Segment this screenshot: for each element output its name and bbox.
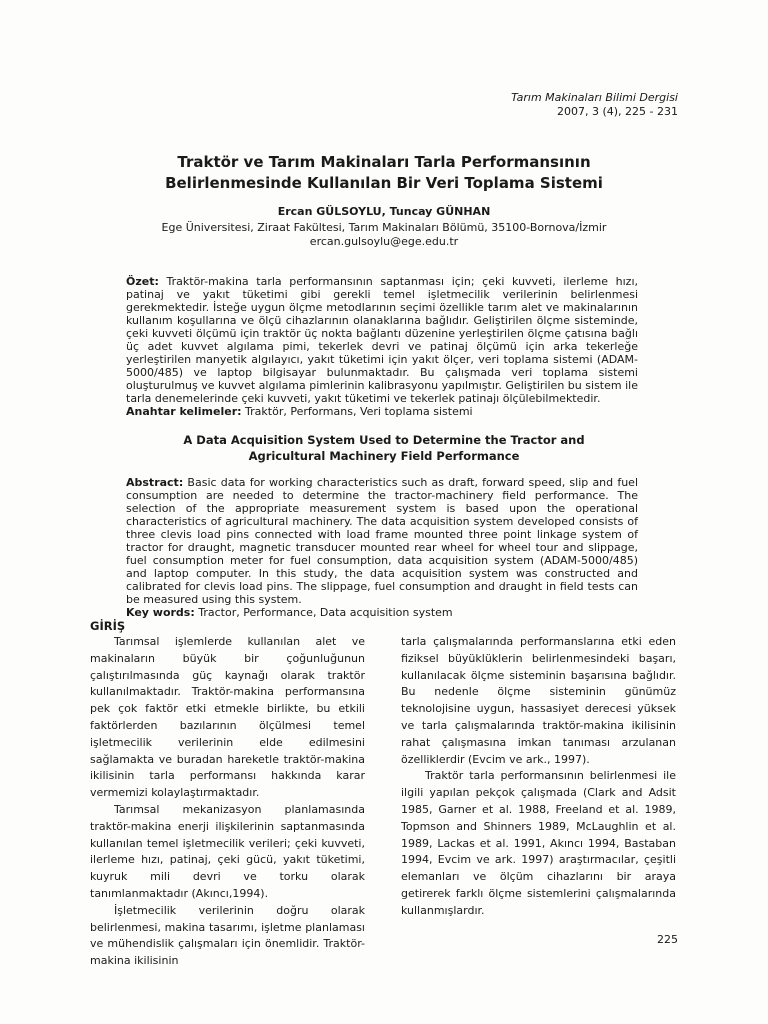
body-paragraph: Tarımsal işlemlerde kullanılan alet ve makinaların büyük bir çoğunluğunun çalıştırılmasında güç kaynağı olarak traktör kullanılmaktadır. Traktör-makina performansına pek çok faktör etki etmekle birlikte, bu etkili faktörlerden bazılarının ölçülmesi temel işletmecilik verilerinin elde edilmesini sağlamakta ve buradan hareketle traktör-makina ikilisinin tarla performansı hakkında karar vermemizi kolaylaştırmaktadır. [90, 635, 365, 800]
turkish-abstract [126, 275, 638, 418]
journal-name: Tarım Makinaları Bilimi Dergisi [511, 91, 678, 104]
body-column-right [401, 634, 676, 920]
english-title [100, 432, 668, 464]
author-names: Ercan GÜLSOYLU, Tuncay GÜNHAN [277, 205, 491, 218]
body-paragraph: İşletmecilik verilerinin doğru olarak belirlenmesi, makina tasarımı, işletme planlaması ve mühendislik çalışmaları için önemlidir. Traktör-makina ikilisinin [90, 903, 365, 968]
body-paragraph: tarla çalışmalarında performanslarına etki eden fiziksel büyüklüklerin belirlenmesindeki başarı, kullanılacak ölçme sisteminin başarısına bağlıdır. Bu nedenle ölçme sisteminin günümüz teknolojisine uygun, hassasiyet derecesi yüksek ve tarla çalışmalarında traktör-makina ikilisinin rahat çalışmasına imkan tanıması arzulanan özelliklerdir (Evcim ve ark., 1997). [401, 635, 676, 766]
section-heading-giris: GİRİŞ [90, 619, 126, 633]
key-words-label: Key words: [126, 606, 195, 619]
english-title-line2: Agricultural Machinery Field Performance [248, 449, 520, 463]
anahtar-kelimeler: Traktör, Performans, Veri toplama sistemi [245, 405, 473, 418]
key-words: Tractor, Performance, Data acquisition system [198, 606, 453, 619]
journal-header [511, 91, 678, 119]
author-block [100, 205, 668, 249]
author-affiliation: Ege Üniversitesi, Ziraat Fakültesi, Tarım Makinaları Bölümü, 35100-Bornova/İzmir [161, 221, 607, 234]
body-column-left [90, 634, 365, 970]
ozet-label: Özet: [126, 275, 159, 288]
english-title-line1: A Data Acquisition System Used to Determine the Tractor and [183, 433, 585, 447]
abstract-label: Abstract: [126, 476, 184, 489]
english-abstract [126, 476, 638, 619]
body-paragraph: Tarımsal mekanizasyon planlamasında traktör-makina enerji ilişkilerinin saptanmasında kullanılan temel işletmecilik verileri; çeki kuvveti, ilerleme hızı, patinaj, çeki gücü, yakıt tüketimi, kuyruk mili devri ve torku olarak tanımlanmaktadır (Akıncı,1994). [90, 802, 365, 900]
abstract-text: Basic data for working characteristics such as draft, forward speed, slip and fuel consumption are needed to determine the tractor-machinery field performance. The selection of the appropriate measurement system is based upon the operational characteristics of agricultural machinery. The data acquisition system developed consists of three clevis load pins connected with load frame mounted three point linkage system of tractor for draught, magnetic transducer mounted rear wheel for wheel tour and slippage, fuel consumption meter for fuel consumption, data acquisition system (ADAM-5000/485) and laptop computer. In this study, the data acquisition system was constructed and calibrated for clevis load pins. The slippage, fuel consumption and draught in field tests can be measured using this system. [126, 476, 638, 606]
body-paragraph: Traktör tarla performansının belirlenmesi ile ilgili yapılan pekçok çalışmada (Clark and Adsit 1985, Garner et al. 1988, Freeland et al. 1989, Topmson and Shinners 1989, McLaughlin et al. 1989, Lackas et al. 1991, Akıncı 1994, Bastaban 1994, Evcim ve ark. 1997) araştırmacılar, çeşitli elemanları ve ölçüm cihazlarını bir araya getirerek farklı ölçme sistemlerini çalışmalarında kullanmışlardır. [401, 769, 676, 917]
paper-title-line2: Belirlenmesinde Kullanılan Bir Veri Toplama Sistemi [165, 174, 603, 192]
ozet-text: Traktör-makina tarla performansının saptanması için; çeki kuvveti, ilerleme hızı, patinaj ve yakıt tüketimi gibi gerekli temel işletmecilik verilerinin belirlenmesi gerekmektedir. İsteğe uygun ölçme metodlarının seçimi özellikle tarım alet ve makinalarının kullanım koşullarına ve ölçü cihazlarının olanaklarına bağlıdır. Geliştirilen ölçme sisteminde, çeki kuvveti ölçümü için traktör üç nokta bağlantı düzenine yerleştirilen ölçme çatısına bağlı üç adet kuvvet algılama pimi, tekerlek devri ve patinaj ölçümü için arka tekerleğe yerleştirilen manyetik algılayıcı, yakıt tüketimi için yakıt ölçer, veri toplama sistemi (ADAM-5000/485) ve laptop bilgisayar bulunmaktadır. Bu çalışmada veri toplama sistemi oluşturulmuş ve kuvvet algılama pimlerinin kalibrasyonu yapılmıştır. Geliştirilen bu sistem ile tarla denemelerinde çeki kuvveti, yakıt tüketimi ve tekerlek patinajı ölçülebilmektedir. [126, 275, 639, 405]
author-email: ercan.gulsoylu@ege.edu.tr [309, 235, 459, 248]
paper-title [100, 152, 668, 194]
journal-citation: 2007, 3 (4), 225 - 231 [556, 105, 678, 118]
paper-title-line1: Traktör ve Tarım Makinaları Tarla Performansının [177, 153, 591, 171]
page-number: 225 [657, 933, 678, 946]
anahtar-kelimeler-label: Anahtar kelimeler: [126, 405, 242, 418]
